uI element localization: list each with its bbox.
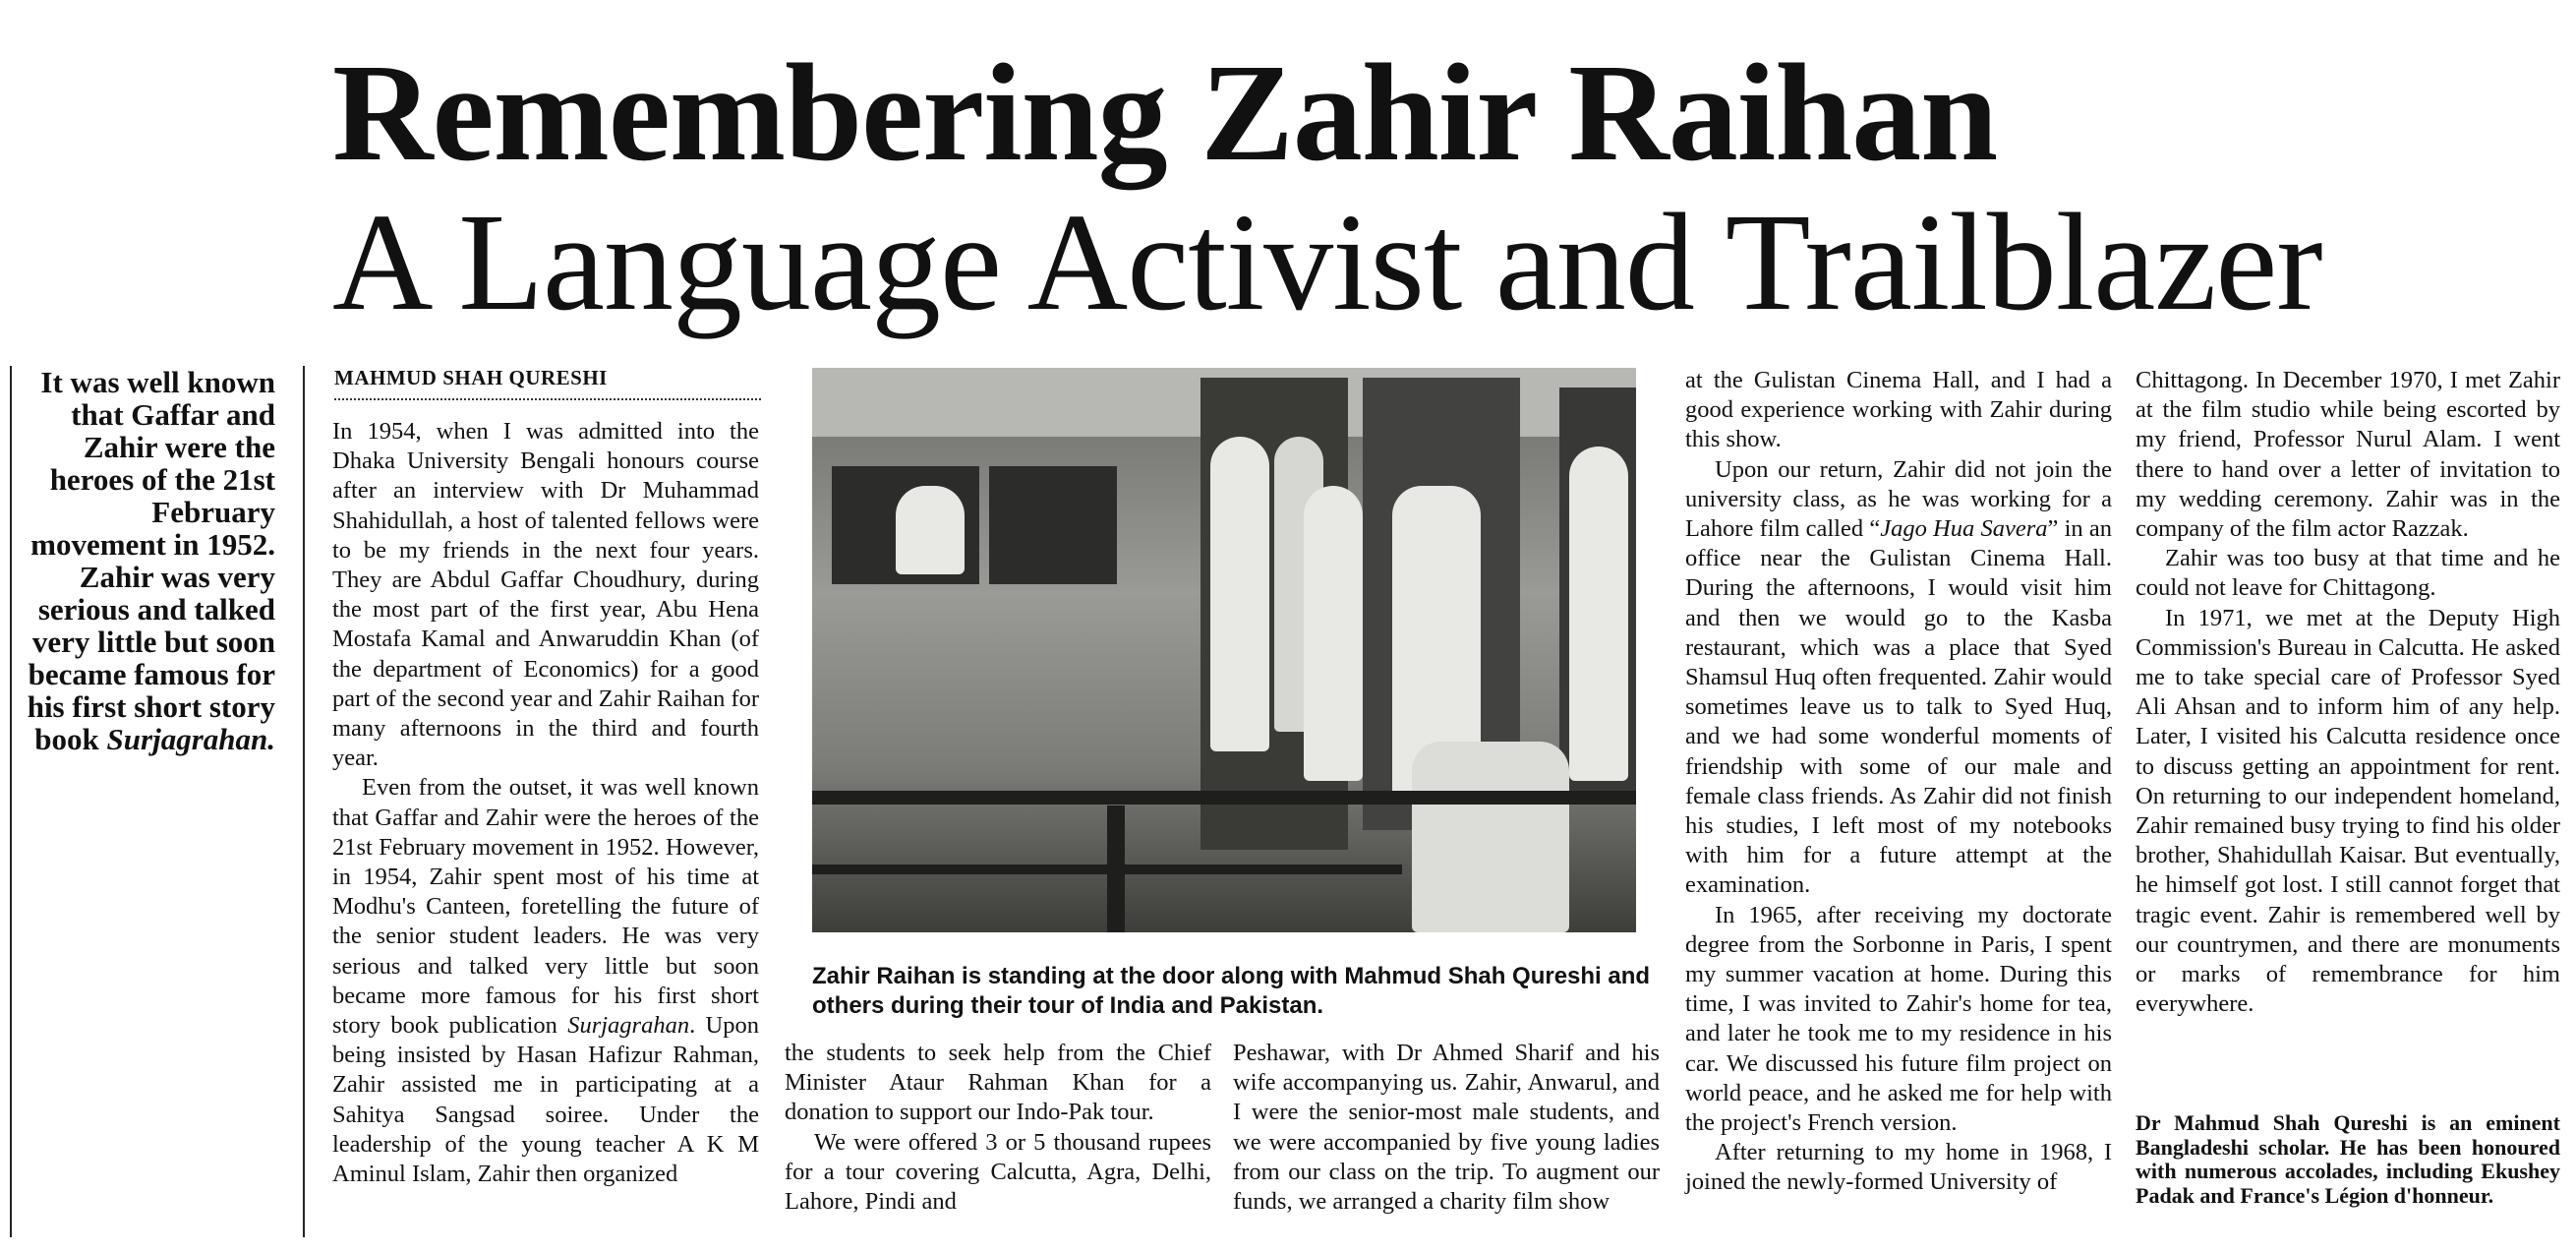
paragraph: Even from the outset, it was well known that Gaffar and Zahir were the heroes of the 21st February movement in 1952. However, in 1954, Zahir spent most of his time at Modhu's Canteen, foretelling the future of the senior student leaders. He was very serious and talked very little but soon became more famous for his first short story book publication Surjagrahan. Upon being insisted by Hasan Hafizur Rahman, Zahir assisted me in participating at a Sahitya Sangsad soiree. Under the leadership of the young teacher A K M Aminul Islam, Zahir then organized [332,774,759,1188]
paragraph: In 1965, after receiving my doctorate degree from the Sorbonne in Paris, I spent my summer vacation at home. During this time, I was invited to Zahir's home for tea, and later he took me to my residence in his car. We discussed his future film project on world peace, and he asked me for help with the project's French version. [1685,901,2112,1137]
film-title: Jago Hua Savera [1880,515,2048,543]
photo-caption: Zahir Raihan is standing at the door along with Mahmud Shah Qureshi and others during their tour of India and Pakistan. [812,963,1651,1019]
article-column-3 [1233,1039,1660,1217]
author-bio: Dr Mahmud Shah Qureshi is an eminent Bangladeshi scholar. He has been honoured with numerous accolades, including Ekushey Padak and France's Légion d'honneur. [2136,1110,2560,1208]
paragraph: Chittagong. In December 1970, I met Zahir at the film studio while being escorted by my friend, Professor Nurul Alam. I went there to hand over a letter of invitation to my wedding ceremony. Zahir was in the company of the film actor Razzak. [2136,367,2560,543]
paragraph: the students to seek help from the Chief Minister Ataur Rahman Khan for a donation to support our Indo-Pak tour. [785,1040,1211,1126]
byline: MAHMUD SHAH QURESHI [334,366,761,400]
article-column-4 [1685,366,2112,1198]
paragraph: at the Gulistan Cinema Hall, and I had a good experience working with Zahir during this show. [1685,367,2112,453]
book-title: Surjagrahan [567,1012,690,1040]
paragraph: In 1954, when I was admitted into the Dhaka University Bengali honours course after an interview with Dr Muhammad Shahidullah, a host of talented fellows were to be my friends in the next four years. They are Abdul Gaffar Choudhury, during the most part of the first year, Abu Hena Mostafa Kamal and Anwaruddin Khan (of the department of Economics) for a good part of the second year and Zahir Raihan for many afternoons in the third and fourth year. [332,418,760,772]
paragraph: Zahir was too busy at that time and he could not leave for Chittagong. [2136,545,2560,602]
left-edge-rule [10,366,12,1237]
article-column-1 [332,417,759,1189]
article-column-5 [2136,366,2560,1019]
article-photo [812,368,1636,932]
headline-sub: A Language Activist and Trailblazer [332,184,2322,339]
paragraph: Peshawar, with Dr Ahmed Sharif and his wife accompanying us. Zahir, Anwarul, and I were the senior-most male students, and we were accompanied by five young ladies from our class on the trip. To augment our funds, we arranged a charity film show [1233,1040,1660,1216]
pull-quote-divider [303,366,305,1237]
paragraph: We were offered 3 or 5 thousand rupees for a tour covering Calcutta, Agra, Delhi, Lahore, Pindi and [785,1128,1211,1216]
pull-quote-text: It was well known that Gaffar and Zahir were the heroes of the 21st February movement in 1952. Zahir was very serious and talked very little but soon became famous for his first short story book [27,365,275,756]
headline-main: Remembering Zahir Raihan [332,34,1998,190]
article-column-2 [785,1039,1211,1217]
paragraph: Upon our return, Zahir did not join the university class, as he was working for a Lahore film called “Jago Hua Savera” in an office near the Gulistan Cinema Hall. During the afternoons, I would visit him and then we would go to the Kasba restaurant, which was a place that Syed Shamsul Huq often frequented. Zahir would sometimes leave us to talk to Syed Huq, and we had some wonderful moments of friendship with some of our male and female class friends. As Zahir did not finish his studies, I left most of my notebooks with him for a future attempt at the examination. [1685,455,2112,899]
pull-quote-book-title: Surjagrahan. [106,722,275,756]
pull-quote [22,366,275,755]
paragraph: After returning to my home in 1968, I joined the newly-formed University of [1685,1139,2112,1196]
paragraph: In 1971, we met at the Deputy High Commission's Bureau in Calcutta. He asked me to take special care of Professor Syed Ali Ahsan and to inform him of any help. Later, I visited his Calcutta residence once to discuss getting an appointment for rent. On returning to our independent homeland, Zahir remained busy trying to find his older brother, Shahidullah Kaisar. But eventually, he himself got lost. I still cannot forget that tragic event. Zahir is remembered well by our countrymen, and there are monuments or marks of remembrance for him everywhere. [2136,604,2560,1018]
